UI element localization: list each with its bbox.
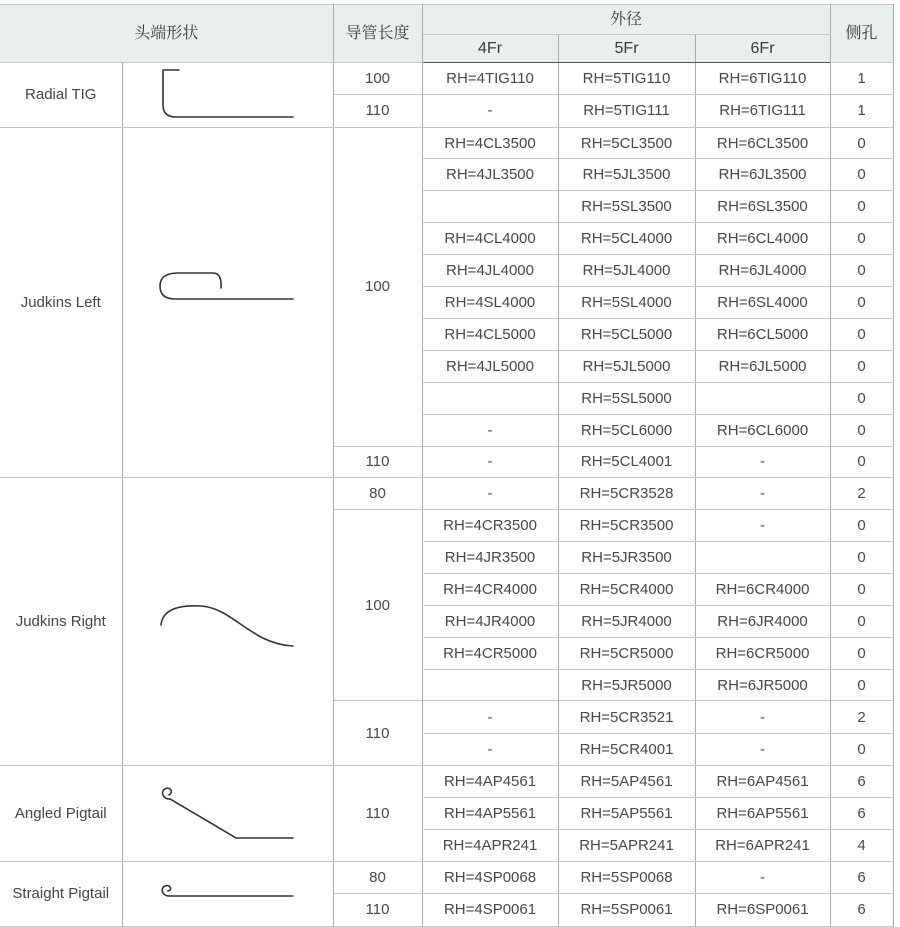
side-holes: 0 [830, 127, 893, 159]
header-4fr: 4Fr [422, 35, 558, 63]
code-6fr: RH=6TIG110 [695, 63, 830, 95]
code-5fr: RH=5SL4000 [558, 287, 695, 319]
tip-shape-cell [122, 127, 333, 478]
catheter-name: Straight Pigtail [0, 861, 122, 926]
code-5fr: RH=5JR3500 [558, 542, 695, 574]
code-4fr: RH=4APR241 [422, 829, 558, 861]
code-5fr: RH=5CR4001 [558, 733, 695, 765]
side-holes: 6 [830, 797, 893, 829]
code-5fr: RH=5CL3500 [558, 127, 695, 159]
code-5fr: RH=5CL4000 [558, 223, 695, 255]
code-6fr: RH=6JR5000 [695, 669, 830, 701]
code-4fr [422, 382, 558, 414]
code-4fr: RH=4JR4000 [422, 606, 558, 638]
code-6fr: RH=6CL5000 [695, 318, 830, 350]
side-holes: 6 [830, 894, 893, 926]
judkins-right-tip-icon [123, 478, 334, 764]
code-6fr: - [695, 861, 830, 893]
table-row [0, 127, 893, 159]
table-row [0, 478, 893, 510]
side-holes: 2 [830, 478, 893, 510]
code-5fr: RH=5CR3521 [558, 701, 695, 733]
code-4fr: - [422, 478, 558, 510]
code-4fr: RH=4JL5000 [422, 350, 558, 382]
header-side-holes: 侧孔 [830, 5, 893, 63]
tip-shape-cell [122, 63, 333, 128]
code-4fr: - [422, 414, 558, 446]
code-5fr: RH=5CL5000 [558, 318, 695, 350]
side-holes: 1 [830, 63, 893, 95]
catheter-name: Judkins Left [0, 127, 122, 478]
code-6fr: RH=6CR4000 [695, 574, 830, 606]
code-4fr: - [422, 733, 558, 765]
code-6fr: RH=6AP5561 [695, 797, 830, 829]
code-4fr: RH=4JR3500 [422, 542, 558, 574]
table-body [0, 63, 893, 927]
side-holes: 0 [830, 446, 893, 478]
code-6fr: RH=6JL4000 [695, 255, 830, 287]
side-holes: 0 [830, 223, 893, 255]
header-6fr: 6Fr [695, 35, 830, 63]
code-6fr [695, 542, 830, 574]
code-6fr: RH=6CL4000 [695, 223, 830, 255]
code-4fr [422, 669, 558, 701]
code-5fr: RH=5JL5000 [558, 350, 695, 382]
code-4fr: RH=4CL5000 [422, 318, 558, 350]
code-5fr: RH=5SL3500 [558, 191, 695, 223]
code-6fr [695, 382, 830, 414]
catheter-length: 110 [333, 894, 422, 926]
code-5fr: RH=5SL5000 [558, 382, 695, 414]
code-6fr: RH=6JL3500 [695, 159, 830, 191]
code-4fr: RH=4SL4000 [422, 287, 558, 319]
code-5fr: RH=5JR4000 [558, 606, 695, 638]
code-6fr: RH=6APR241 [695, 829, 830, 861]
code-4fr: - [422, 701, 558, 733]
table-row [0, 861, 893, 893]
tip-shape-cell [122, 478, 333, 765]
code-6fr: - [695, 446, 830, 478]
code-5fr: RH=5APR241 [558, 829, 695, 861]
tip-shape-cell [122, 861, 333, 926]
code-6fr: RH=6JL5000 [695, 350, 830, 382]
header-length: 导管长度 [333, 5, 422, 63]
catheter-name: Judkins Right [0, 478, 122, 765]
code-4fr: RH=4CL3500 [422, 127, 558, 159]
side-holes: 6 [830, 765, 893, 797]
code-5fr: RH=5AP4561 [558, 765, 695, 797]
code-4fr: RH=4CR5000 [422, 637, 558, 669]
code-5fr: RH=5CL4001 [558, 446, 695, 478]
code-4fr: RH=4TIG110 [422, 63, 558, 95]
code-4fr: - [422, 446, 558, 478]
code-6fr: RH=6TIG111 [695, 95, 830, 127]
side-holes: 1 [830, 95, 893, 127]
side-holes: 0 [830, 542, 893, 574]
code-4fr: RH=4JL3500 [422, 159, 558, 191]
radial-tig-tip-icon [123, 63, 334, 127]
code-4fr: RH=4CR3500 [422, 510, 558, 542]
code-6fr: - [695, 478, 830, 510]
code-4fr: - [422, 95, 558, 127]
code-4fr: RH=4AP4561 [422, 765, 558, 797]
side-holes: 0 [830, 287, 893, 319]
code-4fr: RH=4CR4000 [422, 574, 558, 606]
code-5fr: RH=5TIG110 [558, 63, 695, 95]
side-holes: 0 [830, 637, 893, 669]
side-holes: 0 [830, 606, 893, 638]
code-5fr: RH=5JR5000 [558, 669, 695, 701]
code-4fr: RH=4AP5561 [422, 797, 558, 829]
side-holes: 0 [830, 414, 893, 446]
code-5fr: RH=5JL3500 [558, 159, 695, 191]
catheter-length: 100 [333, 510, 422, 701]
catheter-length: 100 [333, 63, 422, 95]
catheter-length: 100 [333, 127, 422, 446]
straight-pigtail-tip-icon [123, 862, 334, 926]
code-5fr: RH=5AP5561 [558, 797, 695, 829]
side-holes: 0 [830, 669, 893, 701]
tip-shape-cell [122, 765, 333, 861]
side-holes: 0 [830, 318, 893, 350]
catheter-name: Radial TIG [0, 63, 122, 128]
code-6fr: - [695, 510, 830, 542]
code-6fr: RH=6CL3500 [695, 127, 830, 159]
side-holes: 0 [830, 574, 893, 606]
code-4fr: RH=4JL4000 [422, 255, 558, 287]
catheter-length: 110 [333, 765, 422, 861]
code-5fr: RH=5CL6000 [558, 414, 695, 446]
code-5fr: RH=5JL4000 [558, 255, 695, 287]
header-outer-diameter: 外径 [422, 5, 830, 35]
code-5fr: RH=5CR3500 [558, 510, 695, 542]
side-holes: 4 [830, 829, 893, 861]
code-6fr: RH=6AP4561 [695, 765, 830, 797]
table-row [0, 765, 893, 797]
catheter-length: 110 [333, 446, 422, 478]
side-holes: 0 [830, 191, 893, 223]
code-5fr: RH=5SP0061 [558, 894, 695, 926]
judkins-left-tip-icon [123, 128, 334, 478]
code-5fr: RH=5CR5000 [558, 637, 695, 669]
code-4fr: RH=4SP0061 [422, 894, 558, 926]
side-holes: 2 [830, 701, 893, 733]
code-5fr: RH=5TIG111 [558, 95, 695, 127]
code-4fr: RH=4CL4000 [422, 223, 558, 255]
catheter-length: 110 [333, 95, 422, 127]
side-holes: 0 [830, 350, 893, 382]
catheter-length: 80 [333, 861, 422, 893]
side-holes: 0 [830, 510, 893, 542]
code-5fr: RH=5SP0068 [558, 861, 695, 893]
header-5fr: 5Fr [558, 35, 695, 63]
table-row [0, 63, 893, 95]
code-6fr: - [695, 701, 830, 733]
header-tip-shape: 头端形状 [0, 5, 333, 63]
catheter-length: 110 [333, 701, 422, 765]
code-6fr: RH=6SP0061 [695, 894, 830, 926]
side-holes: 0 [830, 255, 893, 287]
catheter-name: Angled Pigtail [0, 765, 122, 861]
code-4fr: RH=4SP0068 [422, 861, 558, 893]
side-holes: 0 [830, 159, 893, 191]
side-holes: 0 [830, 382, 893, 414]
header-row [0, 5, 893, 35]
side-holes: 6 [830, 861, 893, 893]
angled-pigtail-tip-icon [123, 766, 334, 861]
code-6fr: RH=6CR5000 [695, 637, 830, 669]
catheter-spec-table [0, 4, 894, 927]
code-6fr: - [695, 733, 830, 765]
code-6fr: RH=6JR4000 [695, 606, 830, 638]
code-6fr: RH=6SL3500 [695, 191, 830, 223]
code-6fr: RH=6CL6000 [695, 414, 830, 446]
code-4fr [422, 191, 558, 223]
catheter-length: 80 [333, 478, 422, 510]
code-5fr: RH=5CR4000 [558, 574, 695, 606]
code-6fr: RH=6SL4000 [695, 287, 830, 319]
side-holes: 0 [830, 733, 893, 765]
code-5fr: RH=5CR3528 [558, 478, 695, 510]
